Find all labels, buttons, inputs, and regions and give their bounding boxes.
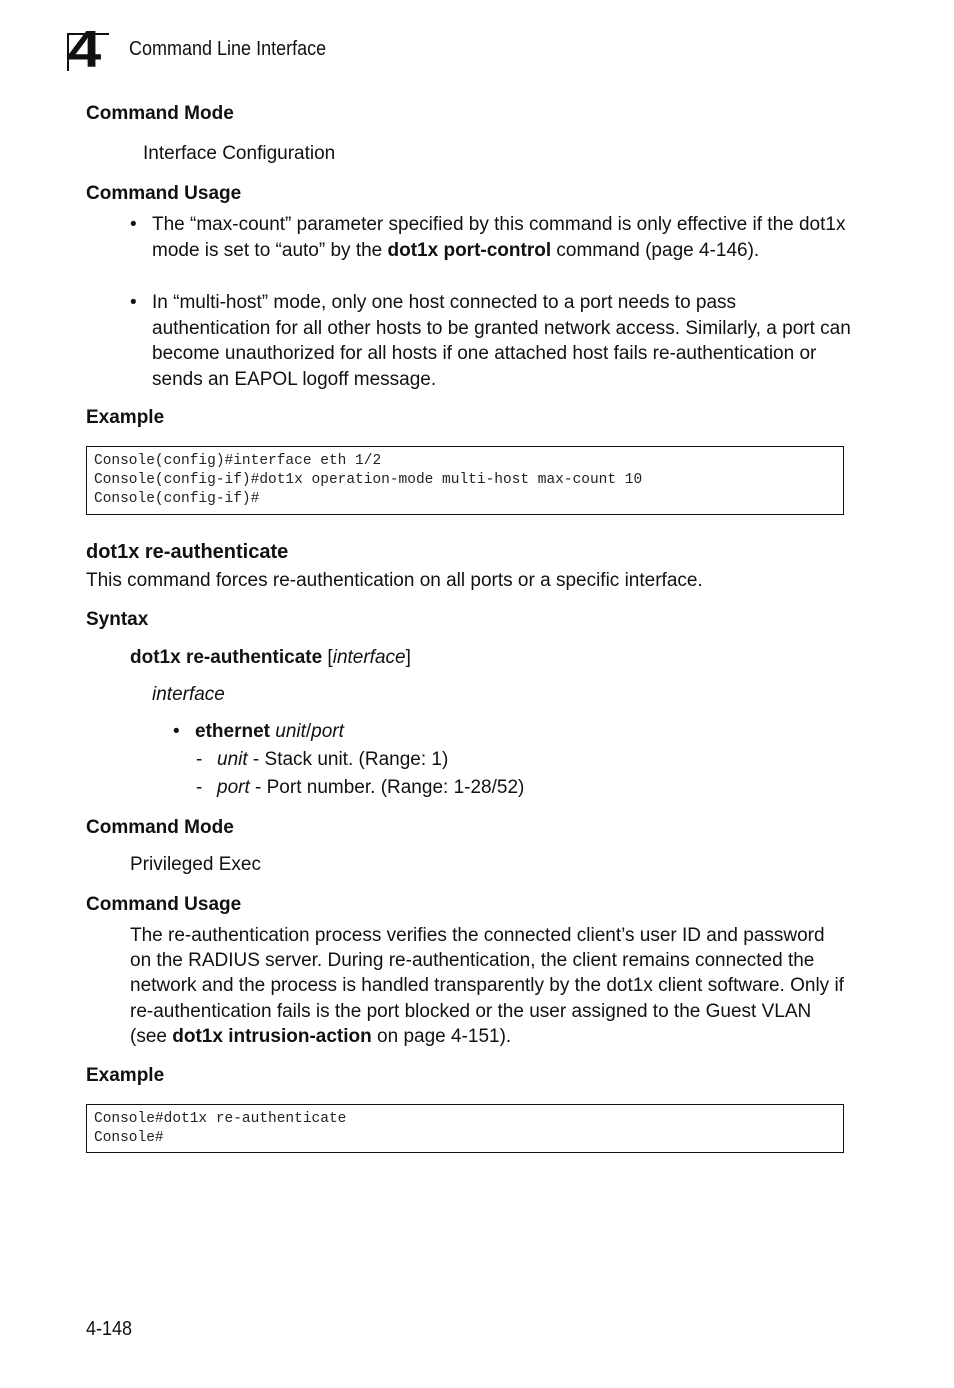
bullet-dot: • (173, 721, 180, 742)
example-heading: Example (86, 407, 165, 428)
ethernet-unit: unit (269, 721, 306, 742)
syntax-bracket-open: [ (322, 647, 333, 668)
chapter-number: 4 (68, 21, 102, 79)
syntax-command: dot1x re-authenticate (130, 647, 323, 668)
syntax-heading: Syntax (86, 609, 149, 630)
command-usage-heading: Command Usage (86, 183, 242, 204)
param-name (152, 684, 225, 706)
sub-unit (196, 749, 449, 771)
command-mode-heading-2: Command Mode (86, 817, 234, 838)
sub-port-name: port (217, 777, 250, 798)
sub-unit-name: unit (217, 749, 248, 770)
usage-command: dot1x intrusion-action (172, 1025, 372, 1047)
command-mode-heading: Command Mode (86, 103, 234, 124)
ethernet-separator: / (305, 721, 312, 742)
sub-port-text: - Port number. (Range: 1-28/52) (249, 777, 525, 798)
usage-text-b: on page 4-151). (371, 1025, 512, 1047)
command-usage-heading-2: Command Usage (86, 894, 242, 915)
dash: - (196, 777, 203, 798)
chapter-title: Command Line Interface (129, 38, 327, 60)
section-description: This command forces re-authentication on all ports or a specific interface. (86, 570, 703, 591)
page-number: 4-148 (86, 1318, 133, 1340)
param-name-text: interface (152, 684, 225, 705)
sub-port (196, 777, 525, 799)
param-ethernet (173, 721, 344, 743)
bullet-2-text: In “multi-host” mode, only one host connected to a port needs to pass authentication for all other hosts to be granted network access. Similarly, a port can become unauthorized for all hosts if one attached host fails re-authentication or sends an EAPOL logoff message. (152, 292, 851, 390)
usage-text-a: The re-authentication process verifies the connected client’s user ID and password on the RADIUS server. During re-authentication, the client remains connected the network and the process is handled transparently by the dot1x client software. Only if re-authentication fails is the port blocked or the user assigned to the Guest VLAN (see (130, 925, 844, 1047)
usage-bullet-2 (130, 290, 852, 392)
bullet-1-command: dot1x port-control (387, 239, 552, 261)
dash: - (196, 749, 203, 770)
bullet-1-text-a: The “max-count” parameter specified by this command is only effective if the dot1x mode is set to “auto” by the (152, 214, 846, 261)
bullet-dot: • (130, 292, 137, 313)
usage-bullet-1 (130, 212, 852, 263)
ethernet-port: port (311, 721, 344, 742)
command-mode-value-2: Privileged Exec (130, 854, 261, 875)
section-title: dot1x re-authenticate (86, 541, 289, 563)
ethernet-keyword: ethernet (195, 721, 270, 742)
usage-paragraph (130, 923, 850, 1049)
example-code-block-2: Console#dot1x re-authenticate Console# (86, 1104, 844, 1153)
bullet-1-text-b: command (page 4-146). (551, 239, 760, 261)
example-code-block: Console(config)#interface eth 1/2 Console(config-if)#dot1x operation-mode multi-host max-count 10 Console(config-if)# (86, 446, 844, 515)
syntax-line (130, 647, 411, 669)
syntax-param: interface (332, 647, 406, 668)
command-mode-value: Interface Configuration (143, 143, 336, 164)
example-heading-2: Example (86, 1065, 165, 1086)
sub-unit-text: - Stack unit. (Range: 1) (247, 749, 449, 770)
syntax-bracket-close: ] (405, 647, 411, 668)
bullet-dot: • (130, 214, 137, 235)
